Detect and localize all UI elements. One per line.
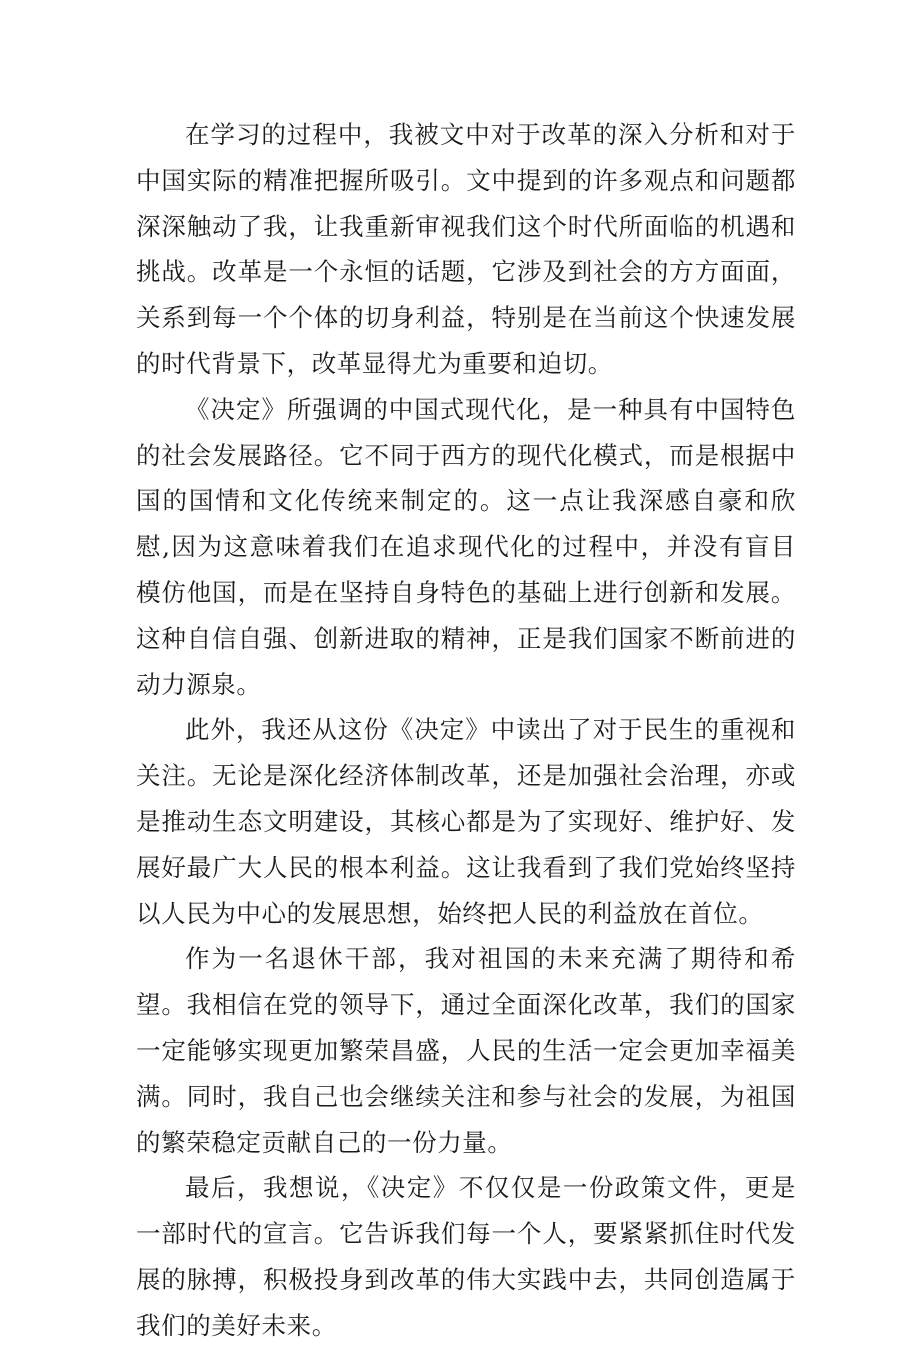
document-body: [136, 112, 796, 1349]
paragraph-2: 《决定》所强调的中国式现代化，是一种具有中国特色的社会发展路径。它不同于西方的现代化模式，而是根据中国的国情和文化传统来制定的。这一点让我深感自豪和欣慰,因为这意味着我们在追求现代化的过程中，并没有盲目模仿他国，而是在坚持自身特色的基础上进行创新和发展。这种自信自强、创新进取的精神，正是我们国家不断前进的动力源泉。: [136, 394, 796, 699]
paragraph-1: 在学习的过程中，我被文中对于改革的深入分析和对于中国实际的精准把握所吸引。文中提到的许多观点和问题都深深触动了我，让我重新审视我们这个时代所面临的机遇和挑战。改革是一个永恒的话题，它涉及到社会的方方面面，关系到每一个个体的切身利益，特别是在当前这个快速发展的时代背景下，改革显得尤为重要和迫切。: [136, 120, 796, 378]
paragraph-4: 作为一名退休干部，我对祖国的未来充满了期待和希望。我相信在党的领导下，通过全面深化改革，我们的国家一定能够实现更加繁荣昌盛，人民的生活一定会更加幸福美满。同时，我自己也会继续关注和参与社会的发展，为祖国的繁荣稳定贡献自己的一份力量。: [136, 944, 796, 1157]
paragraph-3: 此外，我还从这份《决定》中读出了对于民生的重视和关注。无论是深化经济体制改革，还是加强社会治理，亦或是推动生态文明建设，其核心都是为了实现好、维护好、发展好最广大人民的根本利益。这让我看到了我们党始终坚持以人民为中心的发展思想，始终把人民的利益放在首位。: [136, 715, 796, 928]
paragraph-5: 最后，我想说，《决定》不仅仅是一份政策文件，更是一部时代的宣言。它告诉我们每一个人，要紧紧抓住时代发展的脉搏，积极投身到改革的伟大实践中去，共同创造属于我们的美好未来。: [136, 1173, 796, 1340]
